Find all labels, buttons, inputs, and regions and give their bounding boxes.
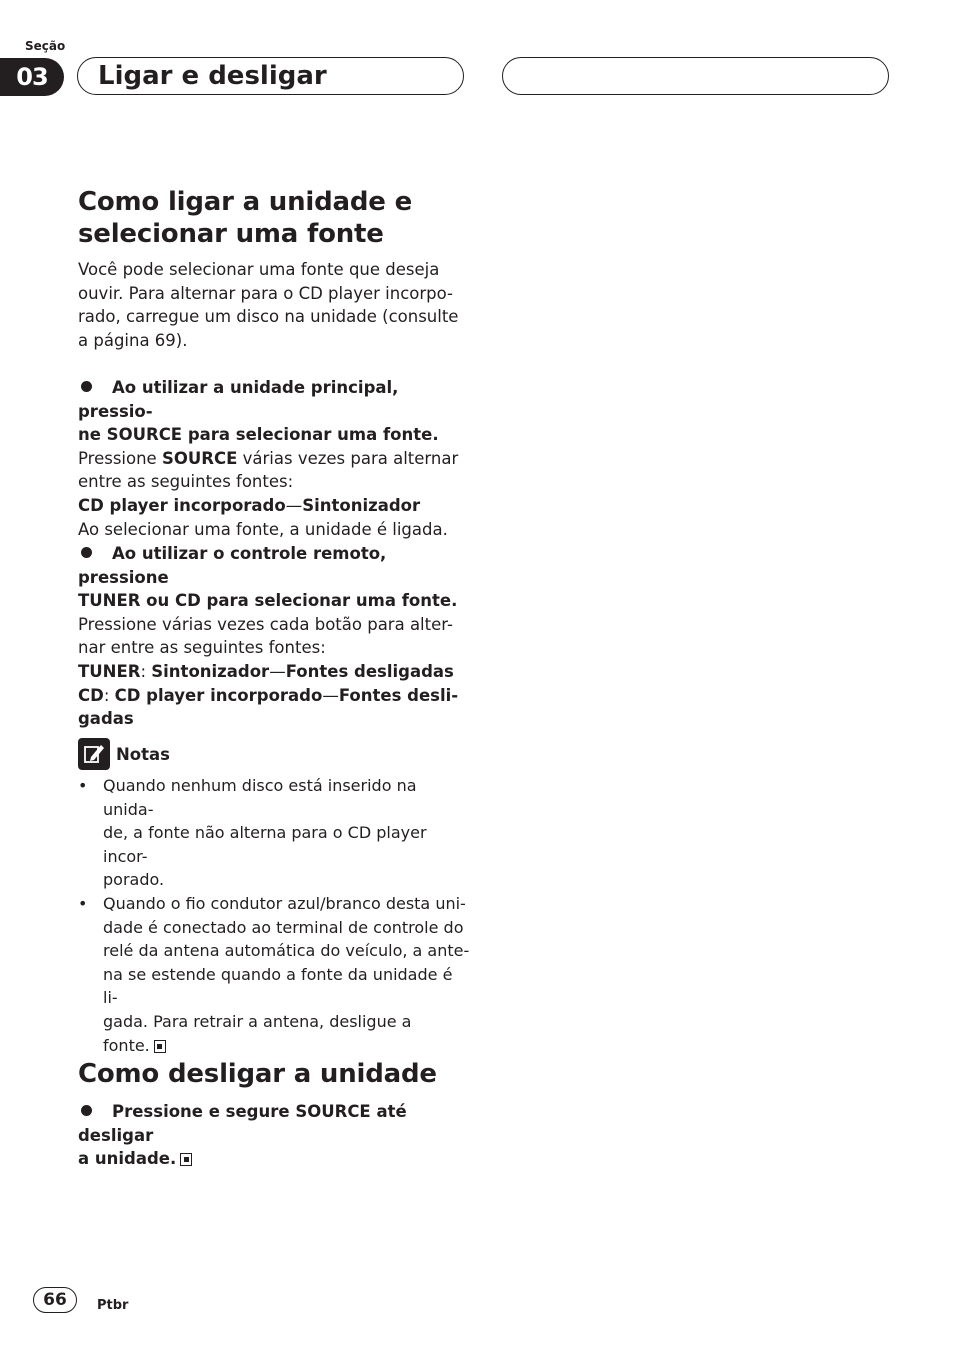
header-empty-frame	[502, 57, 889, 95]
note-item: • Quando nenhum disco está inserido na unida- de, a fonte não alterna para o CD player incor- porado.	[78, 774, 470, 892]
separator: —	[322, 685, 339, 705]
step1-head-line1: Ao utilizar a unidade principal, pressio-	[78, 378, 399, 421]
section1-intro	[78, 258, 470, 352]
section2-step	[78, 1100, 470, 1171]
step1-after: Ao selecionar uma fonte, a unidade é ligada.	[78, 519, 448, 539]
step1-body-line2: entre as seguintes fontes:	[78, 472, 294, 492]
step1-source-a: CD player incorporado	[78, 495, 286, 515]
intro-line: Você pode selecionar uma fonte que deseja	[78, 260, 440, 279]
step1-source-b: Sintonizador	[302, 495, 421, 515]
cd-source-a: CD player incorporado	[114, 685, 323, 705]
cd-source-b-line2: gadas	[78, 709, 134, 729]
intro-line: ouvir. Para alternar para o CD player incorpo-	[78, 283, 453, 303]
intro-line: rado, carregue um disco na unidade (consulte	[78, 307, 459, 327]
step2	[78, 542, 470, 731]
colon: :	[140, 661, 152, 681]
section1-heading-line2: selecionar uma fonte	[78, 219, 384, 249]
cd-key: CD	[78, 685, 104, 705]
bullet-dot-icon	[81, 381, 92, 392]
page-number: 66	[33, 1287, 77, 1313]
step1-head-line2: ne SOURCE para selecionar uma fonte.	[78, 425, 439, 445]
step1	[78, 376, 470, 541]
section-label: Seção	[25, 39, 66, 53]
section2-step-line1: Pressione e segure SOURCE até desligar	[78, 1102, 407, 1145]
tuner-source-a: Sintonizador	[151, 661, 270, 681]
cd-source-b-line1: Fontes desli-	[338, 685, 459, 705]
intro-line: a página 69).	[78, 330, 188, 350]
tuner-source-b: Fontes desligadas	[285, 661, 454, 681]
section2-step-line2: a unidade.	[78, 1149, 177, 1169]
end-of-section-icon	[154, 1040, 166, 1053]
step2-body-line1: Pressione várias vezes cada botão para alter-	[78, 614, 453, 634]
step2-body-line2: nar entre as seguintes fontes:	[78, 638, 326, 658]
bullet-dot-icon	[81, 1105, 92, 1116]
colon: :	[103, 685, 115, 705]
section-number-badge: 03	[0, 58, 64, 96]
section1-heading	[78, 186, 470, 250]
source-key: SOURCE	[161, 448, 238, 468]
language-label: Ptbr	[97, 1298, 129, 1313]
section2-heading: Como desligar a unidade	[78, 1059, 437, 1089]
notes-title: Notas	[116, 744, 170, 764]
step1-body-pre: Pressione	[78, 448, 162, 468]
step2-head-line1: Ao utilizar o controle remoto, pressione	[78, 544, 387, 587]
step1-body-post: várias vezes para alternar	[237, 448, 459, 468]
step2-head-line2: TUNER ou CD para selecionar uma fonte.	[78, 591, 458, 611]
bullet-dot-icon	[81, 547, 92, 558]
section1-heading-line1: Como ligar a unidade e	[78, 187, 413, 217]
page-title: Ligar e desligar	[98, 61, 327, 91]
note-item: • Quando o fio condutor azul/branco desta uni- dade é conectado ao terminal de controle do relé da antena automática do veículo, a ante- na se estende quando a fonte da unidade é li- gada. Para retrair a antena, desligue a fonte.	[78, 892, 470, 1057]
pencil-note-icon	[78, 738, 110, 770]
step1-source-separator: —	[285, 495, 303, 515]
end-of-section-icon	[180, 1153, 192, 1166]
notes	[78, 738, 470, 1057]
tuner-key: TUNER	[78, 661, 141, 681]
separator: —	[269, 661, 286, 681]
